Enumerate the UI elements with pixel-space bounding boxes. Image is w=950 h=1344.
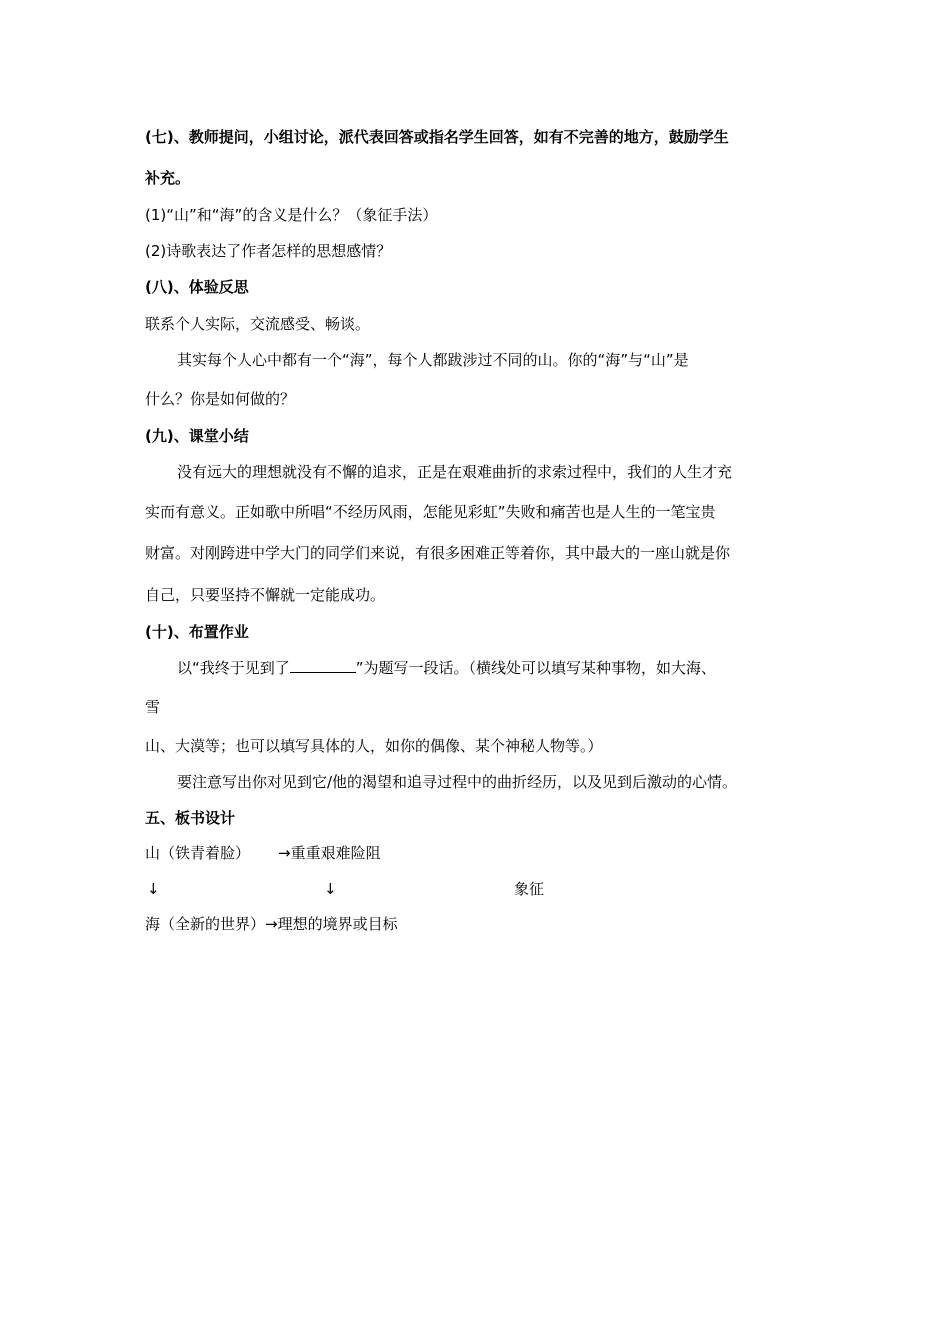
section-8-paragraph-line: 什么？你是如何做的？	[145, 390, 296, 408]
down-arrow-icon: ↓	[147, 880, 160, 898]
section-9-paragraph-line: 没有远大的理想就没有不懈的追求，正是在艰难曲折的求索过程中，我们的人生才充	[177, 463, 733, 481]
homework-prompt-start: 以“我终于见到了	[177, 659, 290, 677]
section-9-paragraph-line: 实而有意义。正如歌中所唱“不经历风雨，怎能见彩虹”失败和痛苦也是人生的一笔宝贵	[145, 503, 716, 521]
down-arrow-icon: ↓	[324, 880, 337, 898]
section-10-heading: (十)、布置作业	[145, 623, 249, 641]
question-1: (1)“山”和“海”的含义是什么？（象征手法）	[145, 206, 438, 224]
homework-line-wrap: 雪	[145, 698, 161, 716]
board-sea-line: 海（全新的世界）→理想的境界或目标	[145, 915, 398, 933]
section-8-intro: 联系个人实际，交流感受、畅谈。	[145, 315, 371, 333]
symbol-label: 象征	[514, 880, 545, 898]
homework-line: 山、大漠等；也可以填写具体的人，如你的偶像、某个神秘人物等。）	[145, 737, 603, 755]
fill-in-blank-line	[290, 658, 356, 673]
section-9-heading: (九)、课堂小结	[145, 427, 249, 445]
section-9-paragraph-line: 财富。对刚跨进中学大门的同学们来说，有很多困难正等着你，其中最大的一座山就是你	[145, 544, 731, 562]
section-5-heading: 五、板书设计	[145, 809, 236, 827]
board-mountain-meaning: →重重艰难险阻	[278, 844, 381, 862]
section-9-paragraph-line: 自己，只要坚持不懈就一定能成功。	[145, 586, 386, 604]
section-8-paragraph-line: 其实每个人心中都有一个“海”，每个人都跋涉过不同的山。你的“海”与“山”是	[177, 351, 689, 369]
question-2: (2)诗歌表达了作者怎样的思想感情？	[145, 242, 392, 260]
section-7-heading: (七)、教师提问，小组讨论，派代表回答或指名学生回答，如有不完善的地方，鼓励学生	[145, 128, 729, 146]
board-mountain-label: 山（铁青着脸）	[145, 844, 251, 862]
homework-requirement: 要注意写出你对见到它/他的渴望和追寻过程中的曲折经历，以及见到后激动的心情。	[177, 773, 738, 791]
section-8-heading: (八)、体验反思	[145, 278, 249, 296]
homework-prompt-end: ”为题写一段话。（横线处可以填写某种事物，如大海、	[355, 659, 717, 677]
section-7-heading-continued: 补充。	[145, 169, 191, 187]
homework-prompt-line	[177, 658, 716, 678]
